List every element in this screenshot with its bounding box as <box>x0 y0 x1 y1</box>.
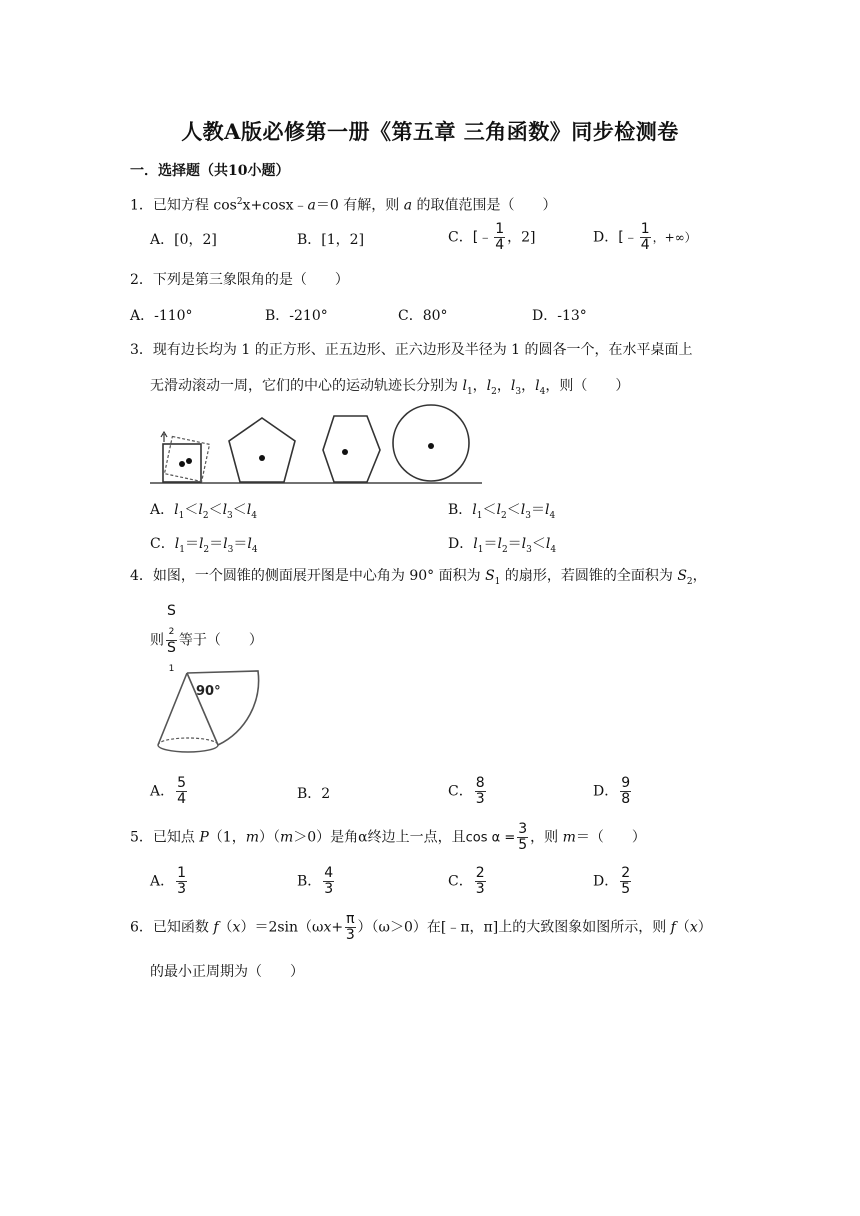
question-4-line-1: 4．如图，一个圆锥的侧面展开图是中心角为 90° 面积为 $S_1$ 的扇形，若圆锥的全面积为 $S_2$， <box>130 568 707 587</box>
question-3-line-1: 3．现有边长均为 1 的正方形、正五边形、正六边形及半径为 1 的圆各一个，在水平桌面上 <box>130 342 693 358</box>
question-1: 1．已知方程 $\cos^2x+\cos x﹣a=0$ 有解，则 a 的取值范围是（ ） <box>130 197 557 214</box>
question-4-line-2: 则 S $_2$ S $_1$ 等于（ ） <box>150 603 263 674</box>
q2-option-a[interactable]: A．-110° <box>130 308 193 324</box>
angle-label: 90° <box>196 684 221 699</box>
q5-option-b[interactable]: B． $\frac{4}{3}$ <box>297 865 334 897</box>
q3-option-c[interactable]: C．$l_1=l_2=l_3=l_4$ <box>150 536 258 555</box>
q5-option-d[interactable]: D． $\frac{2}{5}$ <box>593 865 631 897</box>
q1-option-b[interactable]: B．[1，2] <box>297 232 365 248</box>
sector-shape <box>187 671 259 745</box>
q5-option-c[interactable]: C． $\frac{2}{3}$ <box>448 865 485 897</box>
question-6-line-1: 6．已知函数 f（x）＝2sin（ωx+ $\frac{\pi}{3}$ ）（ω＞0）在[﹣π，π]上的大致图象如图所示，则 f（x） <box>130 911 712 943</box>
q1-option-c[interactable]: C．[﹣ $\frac{1}{4}$ ，2] <box>448 221 536 253</box>
cone-sector-figure <box>150 665 275 765</box>
q2-option-c[interactable]: C．80° <box>398 308 448 324</box>
q2-option-d[interactable]: D．-13° <box>532 308 587 324</box>
q3-option-b[interactable]: B．$l_1<l_2<l_3=l_4$ <box>448 502 556 521</box>
circle-shape <box>393 405 469 481</box>
q4-option-d[interactable]: D． $\frac{9}{8}$ <box>593 775 631 807</box>
q4-option-a[interactable]: A． $\frac{5}{4}$ <box>150 775 187 807</box>
q4-option-b[interactable]: B．2 <box>297 786 331 802</box>
question-5: 5．已知点 P（1，m）（m＞0）是角α终边上一点，且cos α = $\frac{3}{5}$ ，则 m＝（ ） <box>130 821 646 853</box>
page-title: 人教A版必修第一册《第五章 三角函数》同步检测卷 <box>181 119 679 144</box>
q1-option-d[interactable]: D．[﹣ $\frac{1}{4}$ ，+∞） <box>593 221 697 253</box>
q1-option-a[interactable]: A．[0，2] <box>150 232 217 248</box>
question-6-line-2: 的最小正周期为（ ） <box>150 964 304 980</box>
section-heading: 一．选择题（共10小题） <box>130 163 290 179</box>
rolling-shapes-figure <box>150 398 490 490</box>
q3-option-d[interactable]: D．$l_1=l_2=l_3<l_4$ <box>448 536 557 555</box>
hexagon-shape <box>323 416 380 482</box>
pentagon-shape <box>229 418 295 482</box>
q2-option-b[interactable]: B．-210° <box>265 308 328 324</box>
q5-option-a[interactable]: A． $\frac{1}{3}$ <box>150 865 187 897</box>
question-3-line-2: 无滑动滚动一周，它们的中心的运动轨迹长分别为 $l_1$，$l_2$，$l_3$，$l_4$，则（ ） <box>150 378 630 397</box>
square-shape <box>161 432 210 482</box>
q3-option-a[interactable]: A．$l_1<l_2<l_3<l_4$ <box>150 502 257 521</box>
q4-option-c[interactable]: C． $\frac{8}{3}$ <box>448 775 485 807</box>
question-2: 2．下列是第三象限角的是（ ） <box>130 272 349 288</box>
